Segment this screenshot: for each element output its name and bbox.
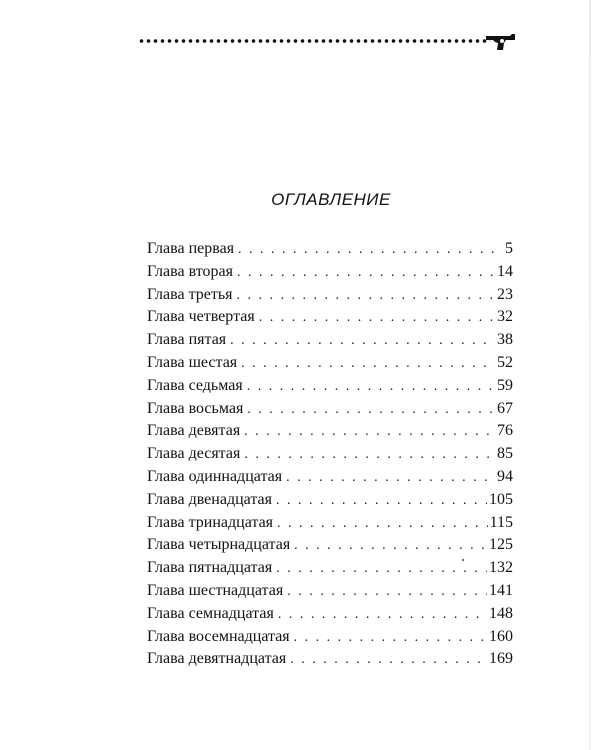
toc-entry-title: Глава пятая xyxy=(147,331,227,349)
dot-leader xyxy=(276,558,487,581)
revolver-icon xyxy=(484,30,518,52)
dotted-header-rule xyxy=(138,38,490,44)
dot-leader xyxy=(238,239,503,262)
toc-entry-title: Глава восемнадцатая xyxy=(147,627,290,645)
dot-leader xyxy=(278,604,487,627)
toc-entry[interactable] xyxy=(147,420,513,443)
dot-leader xyxy=(237,262,495,285)
toc-entry-title: Глава пятнадцатая xyxy=(147,559,273,577)
toc-entry-page-number: 38 xyxy=(497,331,513,349)
toc-entry-page-number: 125 xyxy=(489,536,513,554)
toc-entry[interactable] xyxy=(147,398,513,421)
toc-entry-title: Глава девятая xyxy=(147,422,241,440)
dot-leader xyxy=(276,490,487,513)
toc-entry[interactable] xyxy=(147,261,513,284)
toc-entry-page-number: 52 xyxy=(497,353,513,371)
dot-leader xyxy=(230,330,495,353)
dot-leader xyxy=(247,376,495,399)
toc-entry-page-number: 141 xyxy=(489,581,513,599)
toc-entry-page-number: 148 xyxy=(489,604,513,622)
toc-entry[interactable] xyxy=(147,306,513,329)
toc-entry-title: Глава шестая xyxy=(147,353,238,371)
toc-entry[interactable] xyxy=(147,238,513,261)
toc-entry-title: Глава вторая xyxy=(147,262,233,280)
toc-entry[interactable] xyxy=(147,375,513,398)
toc-entry-page-number: 67 xyxy=(497,399,513,417)
toc-entry[interactable] xyxy=(147,352,513,375)
toc-entry-title: Глава четвертая xyxy=(147,308,255,326)
toc-entry-title: Глава тринадцатая xyxy=(147,513,274,531)
toc-entry-title: Глава четырнадцатая xyxy=(147,536,291,554)
print-speck xyxy=(462,559,464,561)
toc-entry-title: Глава девятнадцатая xyxy=(147,650,287,668)
toc-entry-page-number: 105 xyxy=(489,490,513,508)
toc-entry-title: Глава восьмая xyxy=(147,399,244,417)
dot-leader xyxy=(287,581,487,604)
toc-entry-title: Глава третья xyxy=(147,285,233,303)
dot-leader xyxy=(286,467,495,490)
dot-leader xyxy=(294,535,487,558)
dot-leader xyxy=(244,421,495,444)
toc-entry[interactable] xyxy=(147,603,513,626)
toc-entry[interactable] xyxy=(147,648,513,671)
dot-leader xyxy=(290,649,487,672)
toc-entry-title: Глава двенадцатая xyxy=(147,490,272,508)
dot-leader xyxy=(259,307,495,330)
toc-entry-page-number: 32 xyxy=(497,308,513,326)
toc-entry-page-number: 94 xyxy=(497,467,513,485)
dot-leader xyxy=(247,399,495,422)
toc-entry-page-number: 132 xyxy=(489,559,513,577)
toc-entry-page-number: 85 xyxy=(497,445,513,463)
toc-entry-page-number: 59 xyxy=(497,376,513,394)
toc-entry[interactable] xyxy=(147,443,513,466)
toc-entry[interactable] xyxy=(147,329,513,352)
dot-leader xyxy=(294,627,487,650)
toc-entry-title: Глава десятая xyxy=(147,445,241,463)
toc-entry-page-number: 76 xyxy=(497,422,513,440)
toc-entry[interactable] xyxy=(147,512,513,535)
toc-entry-title: Глава шестнадцатая xyxy=(147,581,284,599)
toc-entry-title: Глава первая xyxy=(147,240,235,257)
dot-leader xyxy=(244,444,495,467)
toc-entry-page-number: 115 xyxy=(489,513,513,531)
toc-entry-page-number: 160 xyxy=(489,627,513,645)
toc-entry[interactable] xyxy=(147,534,513,557)
toc-entry[interactable] xyxy=(147,557,513,580)
toc-entry-page-number: 14 xyxy=(497,262,513,280)
toc-entry[interactable] xyxy=(147,580,513,603)
toc-entry[interactable] xyxy=(147,466,513,489)
toc-entry-page-number: 5 xyxy=(505,240,513,257)
dot-leader xyxy=(237,285,495,308)
dot-leader xyxy=(277,513,488,536)
toc-entry[interactable] xyxy=(147,489,513,512)
toc-entry-title: Глава семнадцатая xyxy=(147,604,274,622)
dot-leader xyxy=(241,353,495,376)
toc-entry-page-number: 169 xyxy=(489,650,513,668)
toc-entry-title: Глава седьмая xyxy=(147,376,243,394)
page-edge xyxy=(589,0,591,750)
contents-heading: ОГЛАВЛЕНИЕ xyxy=(271,190,391,209)
toc-entry-page-number: 23 xyxy=(497,285,513,303)
toc-entry-title: Глава одиннадцатая xyxy=(147,467,283,485)
toc-entry[interactable] xyxy=(147,626,513,649)
table-of-contents xyxy=(147,238,513,671)
toc-entry[interactable] xyxy=(147,284,513,307)
